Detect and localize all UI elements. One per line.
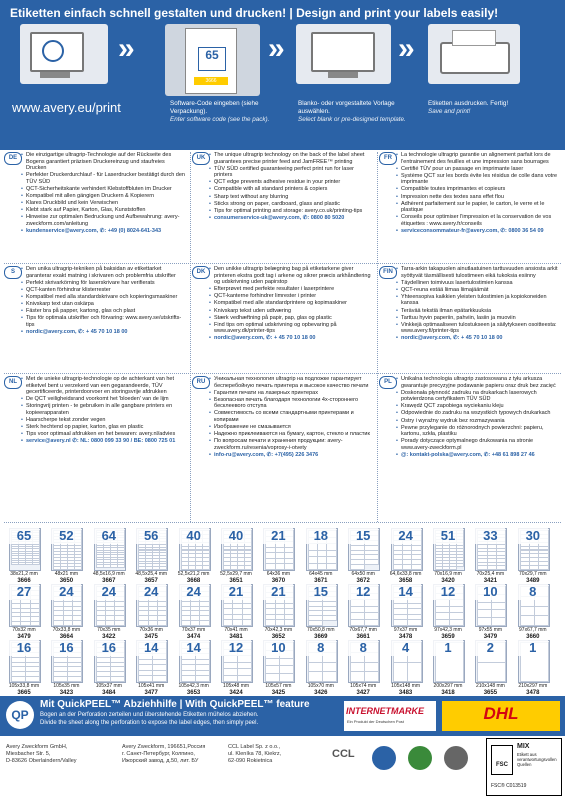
- product-code: 3421: [483, 578, 498, 584]
- label-format-item: [346, 640, 380, 700]
- language-badge: PL: [379, 376, 397, 389]
- label-dimensions: 210x297 mm: [518, 683, 548, 689]
- quickpeel-text: Bogen an der Perforation zerteilen und überstehende Etiketten mühelos abziehen. Divide the sheet along the perforation to expose the label edges, then simply peel.: [40, 712, 259, 726]
- label-count: 8: [518, 584, 548, 600]
- language-badge: FR: [379, 152, 397, 165]
- product-code: 3474: [186, 634, 201, 640]
- paper-icon: [452, 30, 496, 46]
- label-dimensions: 70x32 mm: [12, 627, 36, 633]
- feature-item: • De QCT veiligheidsrand voorkomt het 'bloeden' van de lijm: [26, 396, 185, 403]
- label-count: 10: [263, 640, 293, 656]
- feature-item: • Den unika ultragrip-tekniken på baksidan av etikettarket garanterar exakt matning i skrivaren och problemfria utskrifter: [26, 266, 185, 279]
- feature-item: • Tarra-arkin takapuolen ainutlaatuinen tarttuvuuden ansiosta arkit syöttyvät täsmällisesti tulostimeen eikä tukoksia esiinny: [401, 266, 560, 279]
- language-badge: FIN: [379, 266, 397, 279]
- product-code: 3481: [229, 634, 243, 640]
- product-code: 3420: [441, 578, 455, 584]
- feature-item: • Sharp text without any blurring: [214, 194, 373, 201]
- label-dimensions: 70x67,7 mm: [349, 627, 377, 633]
- label-format-item: [261, 528, 295, 588]
- feature-item: • La technologie ultragrip garantie un alignement parfait lors de l'entrainement des feuilles et une impression sans bourrages: [401, 152, 560, 165]
- product-code: 3657: [144, 578, 158, 584]
- lang-block-s: [4, 266, 185, 336]
- feature-item: • Klares Druckbild und kein Verwischen: [26, 200, 185, 207]
- step-2-text: Software-Code eingeben (siehe Verpackung). Enter software code (see the pack).: [170, 100, 270, 123]
- label-format-item: [516, 584, 550, 644]
- label-dimensions: 105x41 mm: [138, 683, 165, 689]
- label-format-item: [516, 528, 550, 588]
- contact-line[interactable]: • service@avery.nl ✆: NL: 0800 099 33 90 / BE: 0800 725 01: [26, 438, 185, 445]
- label-dimensions: 105x42,3 mm: [178, 683, 209, 689]
- label-dimensions: 64x45 mm: [309, 571, 333, 577]
- step-3-illustration: [296, 24, 391, 84]
- product-code: 3665: [17, 690, 31, 696]
- language-badge: RU: [192, 376, 210, 389]
- label-dimensions: 70x41 mm: [224, 627, 248, 633]
- label-count: 8: [348, 640, 378, 656]
- label-format-item: [473, 584, 507, 644]
- label-count: 51: [433, 528, 463, 544]
- print-url[interactable]: www.avery.eu/print: [12, 100, 121, 115]
- lang-block-fin: [379, 266, 560, 343]
- label-dimensions: 210x148 mm: [475, 683, 505, 689]
- label-format-item: [389, 584, 423, 644]
- label-dimensions: 48,5x16,9 mm: [92, 571, 125, 577]
- product-code: 3489: [526, 578, 540, 584]
- feature-item: • Conseils pour optimiser l'impression et la conservation de vos étiquettes : www.avery.fr/conseils: [401, 214, 560, 227]
- feature-list: [379, 266, 560, 342]
- contact-line[interactable]: • nordic@avery.com, ✆: + 45 70 10 18 00: [26, 329, 185, 336]
- contact-line[interactable]: • nordic@avery.com, ✆: + 45 70 10 18 00: [214, 335, 373, 342]
- product-code: 3483: [398, 690, 413, 696]
- feature-item: • Kompatibel med alla standardskrivare och kopieringsmaskiner: [26, 294, 185, 301]
- feature-item: • The unique ultragrip technology on the back of the label sheet guarantees precise printer feed and JamFREE™ printing: [214, 152, 373, 165]
- feature-item: • Knivskarp text utan oskärpa: [26, 301, 185, 308]
- product-code: 3418: [441, 690, 455, 696]
- feature-item: • QCT-reuna estää liimaa liimajäämät: [401, 287, 560, 294]
- feature-item: • Perfekter Druckerdurchlauf - für Laserdrucker bestätigt durch den TÜV SÜD: [26, 172, 185, 185]
- label-dimensions: 38x21,2 mm: [10, 571, 38, 577]
- label-dimensions: 105x37 mm: [95, 683, 122, 689]
- label-count: 21: [263, 528, 293, 544]
- label-count: 64: [94, 528, 124, 544]
- globe-icon: [42, 40, 64, 62]
- address-line: Miesbacher Str. 5,: [6, 751, 51, 757]
- label-dimensions: 105x148 mm: [391, 683, 421, 689]
- feature-list: [4, 266, 185, 335]
- label-format-item: [389, 640, 423, 700]
- label-dimensions: 70x42,3 mm: [264, 627, 293, 633]
- feature-item: • По вопросам печати и хранения продукции: avery-zweckform.ru/resenia/voprosy-i-otvety: [214, 438, 373, 451]
- feature-item: • Täydellinen toimivuus lasertulostimien kanssa: [401, 280, 560, 287]
- product-code: 3669: [314, 634, 328, 640]
- label-format-item: [134, 640, 168, 700]
- feature-item: • Doskonała płynność zadruku na drukarkach laserowych potwierdzona certyfikatem TÜV SÜD: [401, 390, 560, 403]
- label-dimensions: 70x50,8 mm: [307, 627, 335, 633]
- feature-item: • Den unikke ultragrip belægning bag på etiketarkene giver printeren ekstra godt tag i arkene og sikrer præcis arkhåndtering og udskrivning uden papirstop: [214, 266, 373, 286]
- contact-line[interactable]: • consumerservice-uk@avery.com, ✆: 0800 80 5020: [214, 215, 373, 222]
- label-count: 16: [9, 640, 39, 656]
- feature-item: • Impression nette des textes sans effet flou: [401, 194, 560, 201]
- green-dot-icon: [408, 746, 432, 770]
- feature-list: [379, 376, 560, 459]
- address-line: Avery Zweckform, 196651,Россия: [122, 744, 206, 750]
- address-line: D-83626 Oberlaindern/Valley: [6, 758, 77, 764]
- feature-item: • Совместимость со всеми стандартными принтерами и копирами: [214, 410, 373, 423]
- label-count: 1: [433, 640, 463, 656]
- product-code: 3422: [102, 634, 116, 640]
- label-format-item: [431, 640, 465, 700]
- feature-item: • Tips voor optimaal afdrukken en het bewaren: avery.nl/advies: [26, 431, 185, 438]
- label-count: 16: [51, 640, 81, 656]
- contact-line[interactable]: • info-ru@avery.com, ✆: +7(495) 226 3476: [214, 452, 373, 459]
- label-count: 40: [179, 528, 209, 544]
- label-dimensions: 64x50 mm: [351, 571, 375, 577]
- step-4-illustration: [428, 24, 520, 84]
- printer-icon: [440, 42, 510, 74]
- feature-item: • Kompatibel mit allen gängigen Druckern & Kopierern: [26, 193, 185, 200]
- pack-icon: 65 3666: [185, 28, 237, 94]
- contact-line[interactable]: • kundenservice@avery.com, ✆: +49 (0) 8024-641-343: [26, 228, 185, 235]
- address-pl: [228, 744, 281, 765]
- label-count: 21: [221, 584, 251, 600]
- chevron-right-icon: »: [118, 32, 135, 65]
- label-format-item: [389, 528, 423, 588]
- label-count: 12: [221, 640, 251, 656]
- feature-item: • Haarscherpe tekst zonder vegen: [26, 417, 185, 424]
- page-title: Etiketten einfach schnell gestalten und drucken! | Design and print your labels easily!: [10, 6, 499, 20]
- label-format-item: [261, 640, 295, 700]
- feature-item: • Compatible with all standard printers & copiers: [214, 186, 373, 193]
- feature-item: • Odpowiednie do zadruku na wszystkich typowych drukarkach: [401, 410, 560, 417]
- product-code: 3425: [271, 690, 286, 696]
- feature-item: • Knivskarp tekst uden udtværing: [214, 308, 373, 315]
- feature-item: • Гарантия печати на лазерных принтерах: [214, 390, 373, 397]
- feature-item: • Sticks strong on paper, cardboard, glass and plastic: [214, 201, 373, 208]
- label-format-item: [134, 528, 168, 588]
- feature-item: • Fäster bra på papper, kartong, glas och plast: [26, 308, 185, 315]
- feature-item: • Adhèrent parfaitement sur le papier, le carton, le verre et le plastique: [401, 201, 560, 214]
- feature-item: • Sterk hechtend op papier, karton, glas en plastic: [26, 424, 185, 431]
- language-badge: NL: [4, 376, 22, 389]
- feature-item: • Krawędź QCT zapobiega wyciekaniu kleju: [401, 403, 560, 410]
- product-code: 3672: [356, 578, 370, 584]
- product-code: 3670: [271, 578, 286, 584]
- product-code: 3664: [59, 634, 74, 640]
- ccl-logo: CCL: [332, 748, 355, 760]
- monitor-icon: [311, 32, 375, 72]
- feature-item: • Безопасная печать благодаря технологии 4х-стороннего бесклеевого отступа: [214, 397, 373, 410]
- feature-item: • Compatible toutes imprimantes et copieurs: [401, 186, 560, 193]
- label-dimensions: 48,5x25,4 mm: [135, 571, 168, 577]
- feature-list: [192, 266, 373, 342]
- label-dimensions: 105x33,8 mm: [8, 683, 40, 689]
- feature-item: • Certifié TÜV pour un passage en imprimante laser: [401, 166, 560, 173]
- label-count: 12: [348, 584, 378, 600]
- label-format-item: [7, 640, 41, 700]
- label-format-item: [219, 584, 253, 644]
- feature-item: • QCT edge prevents adhesive residue in your printer: [214, 179, 373, 186]
- language-badge: UK: [192, 152, 210, 165]
- feature-item: • Storingvrij printen - te gebruiken in alle gangbare printers en kopieerapparaten: [26, 403, 185, 416]
- product-code: 3423: [59, 690, 74, 696]
- feature-item: • Perfekt skrivarkörning för laserskrivare har verifierats: [26, 280, 185, 287]
- feature-item: • Ostry i wyraźny wydruk bez rozmazywania: [401, 418, 560, 425]
- label-format-item: [49, 584, 83, 644]
- label-dimensions: 97x67,7 mm: [519, 627, 547, 633]
- label-format-item: [49, 640, 83, 700]
- feature-item: • Tarttuu hyvin paperiin, pahviin, lasiin ja muoviin: [401, 315, 560, 322]
- label-format-item: [473, 528, 507, 588]
- label-count: 21: [263, 584, 293, 600]
- product-code: 3479: [17, 634, 31, 640]
- quickpeel-logo: QP: [6, 701, 34, 729]
- step-1-illustration: [20, 24, 108, 84]
- feature-list: [192, 152, 373, 221]
- internetmarke-logo: INTERNETMARKE Ein Produkt der Deutschen Post: [344, 701, 436, 731]
- label-count: 24: [94, 584, 124, 600]
- label-dimensions: 64x36 mm: [266, 571, 291, 577]
- feature-list: [4, 376, 185, 445]
- feature-item: • Kompatibel med alle standardprintere og kopimaskiner: [214, 300, 373, 307]
- feature-item: • Yhteensopiva kaikkien yleisten tulostimien ja kopiokoneiden kanssa: [401, 294, 560, 307]
- product-code: 3424: [229, 690, 243, 696]
- chevron-right-icon: »: [398, 32, 415, 65]
- label-format-item: [431, 584, 465, 644]
- label-count: 56: [136, 528, 166, 544]
- address-de: [6, 744, 77, 765]
- label-count: 18: [306, 528, 336, 544]
- lang-block-nl: [4, 376, 185, 445]
- label-dimensions: 70x25,4 mm: [476, 571, 505, 577]
- label-dimensions: 64,6x33,8 mm: [389, 571, 422, 577]
- feature-item: • Find tips om optimal udskrivning og opbevaring på www.avery.dk/printer-tips: [214, 322, 373, 335]
- feature-item: • Hinweise zur optimalen Bedruckung und Aufbewahrung: avery-zweckform.com/anleitung: [26, 214, 185, 227]
- dhl-logo: DHL: [442, 701, 560, 731]
- label-format-item: [7, 584, 41, 644]
- label-dimensions: 70x29,7 mm: [519, 571, 547, 577]
- label-dimensions: 52,5x21,2 mm: [177, 571, 210, 577]
- product-code: 3653: [186, 690, 201, 696]
- feature-item: • TÜV SÜD certified guaranteeing perfect print run for laser printers: [214, 166, 373, 179]
- footer: [0, 736, 565, 800]
- feature-item: • Изображение не смазывается: [214, 424, 373, 431]
- feature-list: [379, 152, 560, 235]
- label-dimensions: 48x21 mm: [54, 571, 79, 577]
- product-code: 3426: [314, 690, 328, 696]
- label-dimensions: 70x33,8 mm: [52, 627, 81, 633]
- product-code: 3652: [271, 634, 286, 640]
- lang-block-pl: [379, 376, 560, 459]
- product-code: 3667: [102, 578, 116, 584]
- label-format-item: [92, 640, 126, 700]
- address-line: 62-090 Rokietnica: [228, 758, 273, 764]
- address-line: г. Санкт-Петербург, Колпино,: [122, 751, 195, 757]
- product-code: 3655: [483, 690, 498, 696]
- feature-item: • Tips for optimal printing and storage: avery.co.uk/printing-tips: [214, 208, 373, 215]
- label-dimensions: 105x35 mm: [53, 683, 80, 689]
- label-count: 24: [391, 528, 421, 544]
- label-count: 14: [136, 640, 166, 656]
- label-dimensions: 70x16,9 mm: [434, 571, 462, 577]
- address-line: Avery Zweckform GmbH,: [6, 744, 68, 750]
- label-dimensions: 97x42,3 mm: [434, 627, 462, 633]
- label-format-item: [261, 584, 295, 644]
- feature-list: [192, 376, 373, 459]
- label-count: 1: [518, 640, 548, 656]
- label-dimensions: 70x36 mm: [139, 627, 163, 633]
- product-code: 3427: [356, 690, 370, 696]
- quickpeel-band: [0, 696, 565, 736]
- label-count: 2: [475, 640, 505, 656]
- quickpeel-headline: Mit QuickPEEL™ Abziehhilfe | With QuickPEEL™ feature: [40, 699, 310, 710]
- label-format-item: [92, 528, 126, 588]
- step-2-illustration: [165, 24, 260, 96]
- product-code: 3478: [398, 634, 413, 640]
- lang-block-de: [4, 152, 185, 235]
- address-line: ul. Kleníka 78, Kiekrz,: [228, 751, 282, 757]
- label-count: 14: [391, 584, 421, 600]
- contact-line[interactable]: • nordic@avery.com, ✆: + 45 70 10 18 00: [401, 335, 560, 342]
- step-3-text: Blanko- oder vorgestaltete Vorlage auswählen. Select blank or pre-designed template.: [298, 100, 406, 123]
- feature-item: • Terävää tekstiä ilman epätarkkuuksia: [401, 308, 560, 315]
- product-code: 3484: [102, 690, 116, 696]
- label-count: 10: [475, 584, 505, 600]
- feature-list: [4, 152, 185, 235]
- label-count: 16: [94, 640, 124, 656]
- chevron-right-icon: »: [268, 32, 285, 65]
- label-dimensions: 105x70 mm: [307, 683, 334, 689]
- lang-block-dk: [192, 266, 373, 343]
- label-count: 33: [475, 528, 505, 544]
- label-dimensions: 105x57 mm: [265, 683, 292, 689]
- label-count: 52: [51, 528, 81, 544]
- lang-block-fr: [379, 152, 560, 235]
- label-format-item: [304, 640, 338, 700]
- feature-item: • Système QCT sur les bords évite les résidus de colle dans votre imprimante: [401, 173, 560, 186]
- feature-item: • Unikalna technologia ultragrip zastosowana z tyłu arkusza gwarantuje precyzyjne podawanie papieru oraz druk bez zacięć: [401, 376, 560, 389]
- recycle-icon: [372, 746, 396, 770]
- label-count: 65: [9, 528, 39, 544]
- label-format-item: [177, 528, 211, 588]
- product-code: 3671: [314, 578, 328, 584]
- feature-item: • Надежно приклеиваются на бумагу, картон, стекло и пластик: [214, 431, 373, 438]
- product-code: 3659: [441, 634, 455, 640]
- product-code: 3660: [526, 634, 540, 640]
- contact-line[interactable]: • @: kontakt-polska@avery.com, ✆: +48 61 898 27 46: [401, 452, 560, 459]
- feature-item: • Efterprøvet med perfekte resultater i laserprintere: [214, 286, 373, 293]
- label-count: 15: [306, 584, 336, 600]
- product-code: 3479: [483, 634, 498, 640]
- fsc-mix-label: FSC MIX Etikett aus verantwortungsvollen Quellen FSC® C013519: [486, 738, 562, 796]
- label-dimensions: 70x37 mm: [181, 627, 206, 633]
- feature-item: • Die einzigartige ultragrip-Technologie auf der Rückseite des Bogens garantiert präzisen Druckereinzug und staufreies Drucken: [26, 152, 185, 172]
- label-count: 12: [433, 584, 463, 600]
- label-format-item: [92, 584, 126, 644]
- feature-item: • Pewne przyleganie do różnorodnych powierzchni: papieru, kartonu, szkła, plastiku: [401, 425, 560, 438]
- label-count: 30: [518, 528, 548, 544]
- language-badge: DE: [4, 152, 22, 165]
- address-ru: [122, 744, 205, 765]
- label-format-item: [177, 584, 211, 644]
- feature-item: • Met de unieke ultragrip-technologie op de achterkant van het etiketvel bent u verzekerd van een gegarandeerde, TÜV gecertificeerde, printerdoorvoer en storingsvrije afdrukken: [26, 376, 185, 396]
- address-line: CCL Label Sp. z o.o.,: [228, 744, 281, 750]
- label-count: 14: [179, 640, 209, 656]
- language-badge: S: [4, 266, 22, 279]
- label-format-item: [304, 584, 338, 644]
- label-format-item: [516, 640, 550, 700]
- label-format-item: [431, 528, 465, 588]
- label-count: 4: [391, 640, 421, 656]
- label-dimensions: 70x35 mm: [97, 627, 121, 633]
- product-code: 3477: [144, 690, 158, 696]
- lang-block-ru: [192, 376, 373, 459]
- label-dimensions: 105x48 mm: [222, 683, 250, 689]
- label-count: 8: [306, 640, 336, 656]
- label-format-item: [49, 528, 83, 588]
- fsc-tree-icon: FSC: [491, 745, 513, 775]
- product-code: 3475: [144, 634, 158, 640]
- label-format-item: [219, 528, 253, 588]
- feature-item: • Vinkkejä optimaaliseen tulostukseen ja säilytykseen osoitteesta: www.avery.fi/printer-tips: [401, 322, 560, 335]
- label-format-item: [7, 528, 41, 588]
- label-dimensions: 97x55 mm: [478, 627, 503, 633]
- product-code: 3650: [59, 578, 74, 584]
- label-dimensions: 200x297 mm: [433, 683, 463, 689]
- product-code: 3666: [17, 578, 31, 584]
- feature-item: • Tips för optimala utskrifter och förvaring: www.avery.se/utskrifts-tips: [26, 315, 185, 328]
- product-code: 3478: [526, 690, 540, 696]
- feature-item: • Stærk vedhæftning på papir, pap, glas og plastic: [214, 315, 373, 322]
- feature-item: • Porady dotyczące optymalnego drukowania na stronie www.avery-zweckform.pl: [401, 438, 560, 451]
- label-format-item: [219, 640, 253, 700]
- label-dimensions: 52,5x29,7 mm: [220, 571, 252, 577]
- label-count: 24: [179, 584, 209, 600]
- contact-line[interactable]: • serviceconsommateur-fr@avery.com, ✆: 0800 36 54 09: [401, 228, 560, 235]
- step-4-text: Etiketten ausdrucken. Fertig! Save and print!: [428, 100, 509, 115]
- label-format-item: [346, 584, 380, 644]
- address-line: Ижорский завод, д.50, лит. БУ: [122, 758, 199, 764]
- product-code: 3668: [186, 578, 201, 584]
- feature-item: • QCT-Sicherheitskante verhindert Klebstoffbluten im Drucker: [26, 186, 185, 193]
- label-count: 24: [136, 584, 166, 600]
- feature-item: • Уникальная технология ultragrip на подложке гарантирует бесперебойную печать принтера и высокое качество печати: [214, 376, 373, 389]
- lang-block-uk: [192, 152, 373, 222]
- label-format-item: [304, 528, 338, 588]
- feature-item: • QCT-kanterne forhindrer limrester i printer: [214, 293, 373, 300]
- label-count: 15: [348, 528, 378, 544]
- product-code: 3661: [356, 634, 370, 640]
- label-format-item: [473, 640, 507, 700]
- label-format-item: [346, 528, 380, 588]
- label-format-item: [134, 584, 168, 644]
- header-band: [0, 0, 565, 150]
- feature-item: • Klebt stark auf Papier, Karton, Glas, Kunststoffen: [26, 207, 185, 214]
- label-count: 40: [221, 528, 251, 544]
- product-code: 3651: [229, 578, 243, 584]
- label-count: 24: [51, 584, 81, 600]
- feature-item: • QCT-kanten förhindrar klisterrester: [26, 287, 185, 294]
- label-dimensions: 105x74 mm: [350, 683, 377, 689]
- label-dimensions: 97x37 mm: [393, 627, 418, 633]
- label-format-item: [177, 640, 211, 700]
- product-code: 3658: [398, 578, 413, 584]
- label-count: 27: [9, 584, 39, 600]
- tidyman-icon: [444, 746, 468, 770]
- language-badge: DK: [192, 266, 210, 279]
